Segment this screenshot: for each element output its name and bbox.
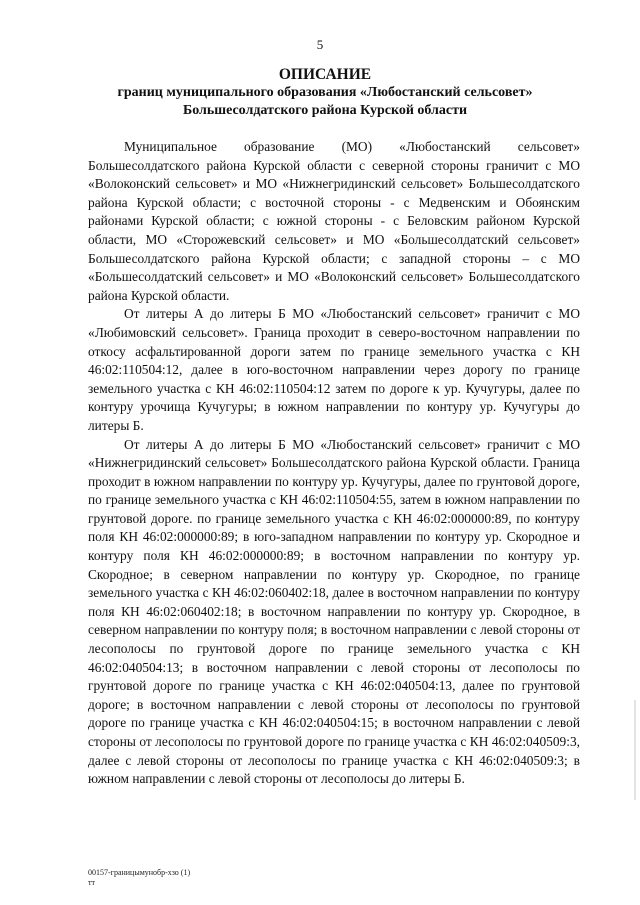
heading-line-2: Большесолдатского района Курской области xyxy=(182,103,468,118)
scan-edge-mark xyxy=(634,700,636,800)
paragraph-nizhnegridinsky-border: От литеры А до литеры Б МО «Любостанский сельсовет» граничит с МО «Нижнегридинский сельсовет» Большесолдатского района Курской области. Граница проходит в южном направлении по контуру ур. Кучугуры, далее по грунтовой дороге, по границе земельного участка с КН 46:02:110504:55, затем в южном направлении по грунтовой дороге. по границе земельного участка с КН 46:02:000000:89, по контуру поля КН 46:02:000000:89; в юго-западном направлении по контуру ур. Скородное и контуру поля КН 46:02:000000:89; в восточном направлении по контуру ур. Скородное; в северном направлении по контуру ур. Скородное, по границе земельного участка с КН 46:02:060402:18, далее в восточном направлении по контуру поля КН 46:02:060402:18; в восточном направлении по контуру ур. Скородное, в северном направлении по контуру поля; в восточном направлении с левой стороны от лесополосы по грунтовой дороге по границе земельного участка с КН 46:02:040504:13; в восточном направлении с левой стороны от лесополосы по грунтовой дороге по границе участка с КН 46:02:040504:13, далее по грунтовой дороге; в восточном направлении с левой стороны от лесополосы по грунтовой дороге по границе участка с КН 46:02:040504:15; в восточном направлении с левой стороны от лесополосы по грунтовой дороге по границе участка с КН 46:02:040509:3, далее с левой стороны от лесополосы по границе участка с КН 46:02:040509:3; в южном направлении с левой стороны от лесополосы до литеры Б. xyxy=(88,436,580,787)
paragraph-lyubimovsky-border: От литеры А до литеры Б МО «Любостанский сельсовет» граничит с МО «Любимовский сельсовет». Граница проходит в северо-восточном направлении по откосу асфальтированной дороги затем по границе земельного участка с КН 46:02:110504:12, далее в юго-восточном направлении через дорогу по границе земельного участка с КН 46:02:110504:12 затем по дороге к ур. Кучугуры, далее по контуру урочища Кучугуры; в южном направлении по контуру ур. Кучугуры до литеры Б. xyxy=(88,306,580,433)
heading-title: ОПИСАНИЕ xyxy=(278,66,372,83)
document-heading xyxy=(60,66,590,120)
heading-line-1: границ муниципального образования «Любостанский сельсовет» xyxy=(117,85,533,100)
footer-initials: тт xyxy=(88,878,95,887)
document-body xyxy=(88,138,580,789)
page-number: 5 xyxy=(316,37,324,52)
paragraph-general: Муниципальное образование (МО) «Любостанский сельсовет» Большесолдатского района Курской области с северной стороны граничит с МО «Волоконский сельсовет» и МО «Нижнегридинский сельсовет» Большесолдатского района Курской области; с восточной стороны - с Медвенским и Обоянским районами Курской области; с южной стороны - с Беловским районом Курской области, МО «Сторожевский сельсовет» и МО «Большесолдатский сельсовет» Большесолдатского района Курской области; с западной стороны – с МО «Большесолдатский сельсовет» и МО «Волоконский сельсовет» Большесолдатского района Курской области. xyxy=(88,139,580,303)
document-footer xyxy=(88,868,190,888)
footer-filename: 00157-границымунобр-хзо (1) xyxy=(88,868,191,877)
